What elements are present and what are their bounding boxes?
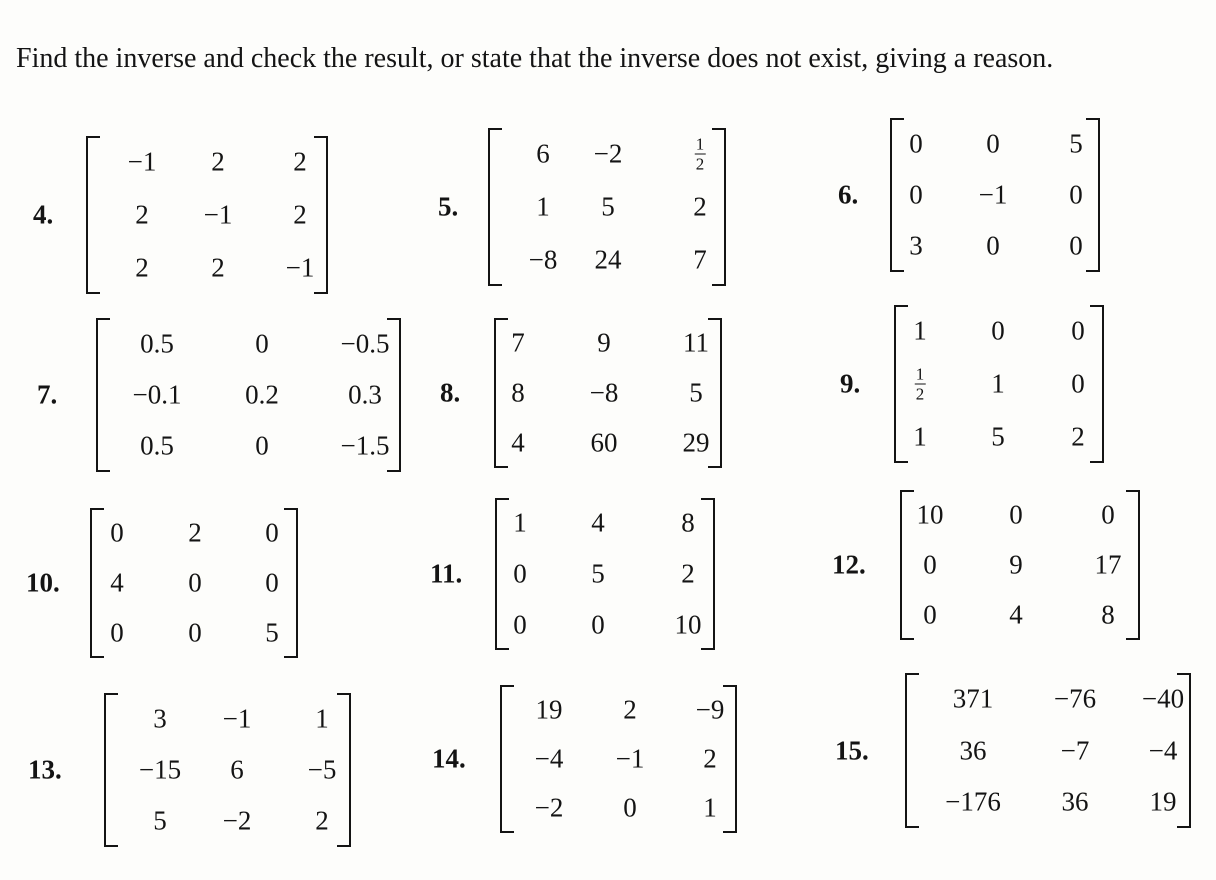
matrix-entry: 0.3 — [348, 379, 382, 410]
left-bracket — [96, 318, 110, 472]
matrix-entry: 19 — [1149, 786, 1177, 817]
matrix-entry: 0 — [1071, 368, 1085, 399]
matrix-entry: 0 — [1069, 179, 1083, 210]
matrix-entry: −15 — [138, 754, 182, 785]
matrix-entry: 0 — [923, 599, 937, 630]
matrix-entry: −1 — [222, 703, 252, 734]
matrix-entry: 19 — [535, 694, 563, 725]
matrix-entry: 0 — [591, 609, 605, 640]
matrix-entry: 4 — [110, 567, 124, 598]
left-bracket — [495, 498, 509, 650]
matrix-entry: −76 — [1053, 683, 1097, 714]
matrix-entry: 1 — [913, 421, 927, 452]
matrix-entry: 11 — [683, 327, 709, 358]
matrix — [495, 498, 715, 650]
matrix-entry: 1 — [315, 703, 329, 734]
matrix-entry: 0 — [513, 558, 527, 589]
matrix-entry: 10 — [916, 499, 944, 530]
matrix-entry: 2 — [135, 199, 149, 230]
problem-number: 5. — [438, 191, 459, 222]
problem-number: 15. — [835, 735, 869, 765]
matrix-entry: 5 — [591, 558, 605, 589]
right-bracket — [701, 498, 715, 650]
matrix-entry — [695, 136, 706, 173]
matrix-entry: 5 — [991, 421, 1005, 452]
matrix-entry: 17 — [1094, 549, 1122, 580]
matrix-entry: 2 — [623, 694, 637, 725]
problem-number: 12. — [832, 549, 866, 580]
matrix-entry: −2 — [222, 805, 252, 836]
matrix-entry: 0 — [986, 230, 1000, 261]
right-bracket — [708, 318, 722, 468]
matrix-entry: 1 — [536, 191, 550, 222]
matrix-entry: 0 — [255, 328, 269, 359]
matrix-entry: 0 — [265, 567, 279, 598]
right-bracket — [723, 685, 737, 833]
matrix-entry: 0.5 — [140, 430, 174, 461]
matrix-entry: 0 — [909, 179, 923, 210]
matrix-entry: −40 — [1141, 683, 1185, 714]
matrix-entry: 0 — [1101, 499, 1115, 530]
matrix-entry: 1 — [913, 315, 927, 346]
problem-number: 6. — [838, 179, 859, 210]
matrix-entry: 0 — [923, 549, 937, 580]
matrix-entry: 0 — [255, 430, 269, 461]
matrix — [90, 508, 298, 658]
matrix-entry: 5 — [265, 617, 279, 648]
matrix-entry: 10 — [674, 609, 702, 640]
matrix-entry: 2 — [135, 252, 149, 283]
matrix-entry: 29 — [682, 427, 710, 458]
left-bracket — [86, 136, 100, 294]
matrix-entry: 0 — [991, 315, 1005, 346]
matrix-entry: −7 — [1060, 735, 1090, 765]
matrix-entry: 8 — [1101, 599, 1115, 630]
matrix-entry: 2 — [211, 146, 225, 177]
matrix-entry: 2 — [1071, 421, 1085, 452]
matrix-entry: −2 — [593, 138, 623, 169]
matrix-entry: 0 — [1009, 499, 1023, 530]
matrix-entry: 2 — [703, 743, 717, 774]
matrix-entry: 24 — [594, 244, 622, 275]
problem-number: 4. — [33, 199, 54, 230]
left-bracket — [500, 685, 514, 833]
matrix-entry: 9 — [597, 327, 611, 358]
matrix-entry: 2 — [681, 558, 695, 589]
matrix-entry: −1.5 — [340, 430, 390, 461]
matrix-entry: 371 — [952, 683, 994, 714]
matrix — [86, 136, 328, 294]
left-bracket — [488, 128, 502, 286]
left-bracket — [900, 490, 914, 640]
problem-number: 14. — [432, 743, 466, 774]
fraction: $\frac{1}{2}$ — [915, 364, 925, 404]
matrix-entry: 0 — [909, 128, 923, 159]
problem-number: 8. — [440, 377, 461, 408]
instruction-text: Find the inverse and check the result, or state that the inverse does not exist, giving a reason. — [16, 43, 1054, 74]
problem-number: 11. — [430, 558, 463, 589]
matrix-entry: 6 — [230, 754, 244, 785]
matrix-entry: −0.5 — [340, 328, 390, 359]
matrix-entry: 4 — [511, 427, 525, 458]
fraction: $\frac{1}{2}$ — [695, 134, 705, 174]
matrix-entry: 0 — [188, 567, 202, 598]
right-bracket — [337, 693, 351, 847]
matrix-entry: 0 — [1069, 230, 1083, 261]
matrix-entry: 2 — [693, 191, 707, 222]
matrix-entry: 0 — [513, 609, 527, 640]
matrix-entry: 2 — [293, 199, 307, 230]
problem-number: 7. — [37, 379, 58, 410]
matrix-entry: 3 — [909, 230, 923, 261]
matrix-entry: 3 — [153, 703, 167, 734]
matrix — [500, 685, 737, 833]
matrix — [488, 128, 726, 286]
matrix-entry: −176 — [945, 786, 1001, 817]
left-bracket — [894, 305, 908, 463]
matrix-entry: 5 — [1069, 128, 1083, 159]
matrix-entry: −1 — [285, 252, 315, 283]
right-bracket — [1126, 490, 1140, 640]
matrix-entry: 5 — [153, 805, 167, 836]
matrix — [890, 118, 1100, 272]
matrix-entry: 1 — [513, 507, 527, 538]
problem-number: 9. — [840, 368, 861, 399]
right-bracket — [1090, 305, 1104, 463]
matrix — [104, 693, 351, 847]
matrix-entry: 6 — [536, 138, 550, 169]
matrix-entry: 36 — [959, 735, 987, 765]
matrix-entry: 9 — [1009, 549, 1023, 580]
right-bracket — [314, 136, 328, 294]
matrix-entry: 4 — [591, 507, 605, 538]
matrix-entry: −2 — [534, 792, 564, 823]
matrix-entry: 7 — [511, 327, 525, 358]
matrix-entry: 2 — [188, 517, 202, 548]
matrix-entry: 0.2 — [245, 379, 279, 410]
left-bracket — [104, 693, 118, 847]
matrix-entry: 0 — [1071, 315, 1085, 346]
matrix-entry: 0 — [986, 128, 1000, 159]
right-bracket — [1086, 118, 1100, 272]
matrix-entry: 0 — [110, 517, 124, 548]
matrix-entry: 8 — [511, 377, 525, 408]
matrix — [494, 318, 722, 468]
matrix-entry: 2 — [211, 252, 225, 283]
matrix-entry: −8 — [589, 377, 619, 408]
matrix-entry: −1 — [203, 199, 233, 230]
matrix-entry: −9 — [695, 694, 725, 725]
matrix — [894, 305, 1104, 463]
matrix-entry: 4 — [1009, 599, 1023, 630]
left-bracket — [494, 318, 508, 468]
matrix — [900, 490, 1140, 640]
matrix-entry: −1 — [127, 146, 157, 177]
matrix-entry: −8 — [528, 244, 558, 275]
matrix-entry: 8 — [681, 507, 695, 538]
matrix-entry: 2 — [293, 146, 307, 177]
matrix-entry — [915, 366, 926, 403]
matrix-entry: 1 — [991, 368, 1005, 399]
matrix-entry: 60 — [590, 427, 618, 458]
left-bracket — [90, 508, 104, 658]
right-bracket — [284, 508, 298, 658]
matrix-entry: −1 — [978, 179, 1008, 210]
matrix — [96, 318, 401, 472]
matrix-entry: −4 — [534, 743, 564, 774]
matrix-entry: 5 — [601, 191, 615, 222]
problem-number: 10. — [26, 567, 60, 598]
matrix-entry: −5 — [307, 754, 337, 785]
matrix-entry: 0 — [188, 617, 202, 648]
matrix-entry: 0.5 — [140, 328, 174, 359]
matrix — [905, 673, 1191, 828]
matrix-entry: 0 — [110, 617, 124, 648]
matrix-entry: −1 — [615, 743, 645, 774]
left-bracket — [905, 673, 919, 828]
matrix-entry: −4 — [1148, 735, 1178, 765]
matrix-entry: 0 — [623, 792, 637, 823]
matrix-entry: 5 — [689, 377, 703, 408]
matrix-entry: −0.1 — [132, 379, 182, 410]
matrix-entry: 0 — [265, 517, 279, 548]
problem-number: 13. — [28, 754, 62, 785]
matrix-entry: 2 — [315, 805, 329, 836]
right-bracket — [712, 128, 726, 286]
matrix-entry: 1 — [703, 792, 717, 823]
left-bracket — [890, 118, 904, 272]
matrix-entry: 36 — [1061, 786, 1089, 817]
matrix-entry: 7 — [693, 244, 707, 275]
